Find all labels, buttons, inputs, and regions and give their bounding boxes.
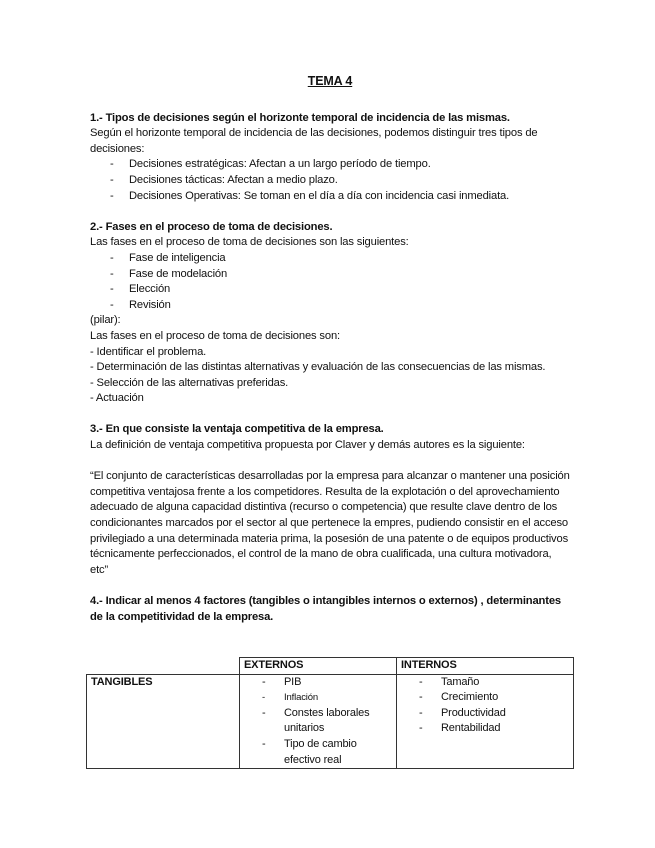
section-4: [90, 594, 570, 625]
list-item: - Constes laborales unitarios: [244, 706, 392, 737]
externos-list: [244, 675, 392, 769]
list-item: - Elección: [90, 282, 570, 298]
phase-line: - Actuación: [90, 392, 144, 405]
section-2-note: (pilar):: [90, 314, 121, 327]
list-item: - Fase de inteligencia: [90, 251, 570, 267]
table-row: [87, 674, 574, 769]
section-2-heading: 2.- Fases en el proceso de toma de decisiones.: [90, 220, 333, 233]
table-header-row: [87, 658, 574, 675]
section-2-intro: Las fases en el proceso de toma de decisiones son las siguientes:: [90, 236, 409, 249]
document-page: [90, 74, 570, 625]
section-2: [90, 220, 570, 407]
section-3-quote: “El conjunto de características desarrolladas por la empresa para alcanzar o mantener una posición competitiva ventajosa frente a los competidores. Resulta de la explotación o del aprovechamiento adecuado de alguna capacidad distintiva (recurso o competencia) que resulte clave dentro de los condicionantes marcados por el sector al que pertenece la empres, pudiendo consistir en el acceso privilegiado a una determinada materia prima, la posesión de una patente o de equipos productivos técnicamente perfeccionados, el control de la mano de obra cualificada, una cultura motivadora, etc”: [90, 470, 570, 576]
list-item: - Decisiones tácticas: Afectan a medio plazo.: [90, 173, 570, 189]
section-1-intro: Según el horizonte temporal de incidencia de las decisiones, podemos distinguir tres tipos de decisiones:: [90, 127, 538, 155]
section-3-heading: 3.- En que consiste la ventaja competitiva de la empresa.: [90, 423, 384, 436]
list-item: - PIB: [244, 675, 392, 691]
column-header-externos: EXTERNOS: [240, 658, 397, 675]
list-item: - Productividad: [401, 706, 569, 722]
phase-line: - Determinación de las distintas alternativas y evaluación de las consecuencias de las mismas.: [90, 361, 546, 374]
column-header-internos: INTERNOS: [397, 658, 574, 675]
section-2-intro-2: Las fases en el proceso de toma de decisiones son:: [90, 329, 340, 342]
section-1-list: [90, 157, 570, 204]
factors-table: [86, 657, 574, 769]
page-title: TEMA 4: [307, 74, 353, 88]
list-item: - Revisión: [90, 298, 570, 314]
list-item: - Inflación: [244, 690, 392, 706]
section-1-heading: 1.- Tipos de decisiones según el horizonte temporal de incidencia de las mismas.: [90, 111, 510, 124]
list-item: - Crecimiento: [401, 690, 569, 706]
section-3: [90, 422, 570, 578]
section-2-list: [90, 251, 570, 313]
cell-externos: [240, 674, 397, 769]
list-item: - Fase de modelación: [90, 267, 570, 283]
internos-list: [401, 675, 569, 737]
list-item: - Decisiones estratégicas: Afectan a un largo período de tiempo.: [90, 157, 570, 173]
section-1: [90, 111, 570, 205]
list-item: - Tipo de cambio efectivo real: [244, 737, 392, 768]
phase-line: - Identificar el problema.: [90, 345, 207, 358]
list-item: - Rentabilidad: [401, 721, 569, 737]
phase-line: - Selección de las alternativas preferidas.: [90, 376, 289, 389]
list-item: - Decisiones Operativas: Se toman en el día a día con incidencia casi inmediata.: [90, 189, 570, 205]
row-header-tangibles: TANGIBLES: [87, 674, 240, 769]
cell-internos: [397, 674, 574, 769]
table-corner-cell: [87, 658, 240, 675]
section-3-intro: La definición de ventaja competitiva propuesta por Claver y demás autores es la siguiente:: [90, 439, 525, 452]
section-4-heading: 4.- Indicar al menos 4 factores (tangibles o intangibles internos o externos) , determinantes de la competitividad de la empresa.: [90, 595, 561, 623]
list-item: - Tamaño: [401, 675, 569, 691]
